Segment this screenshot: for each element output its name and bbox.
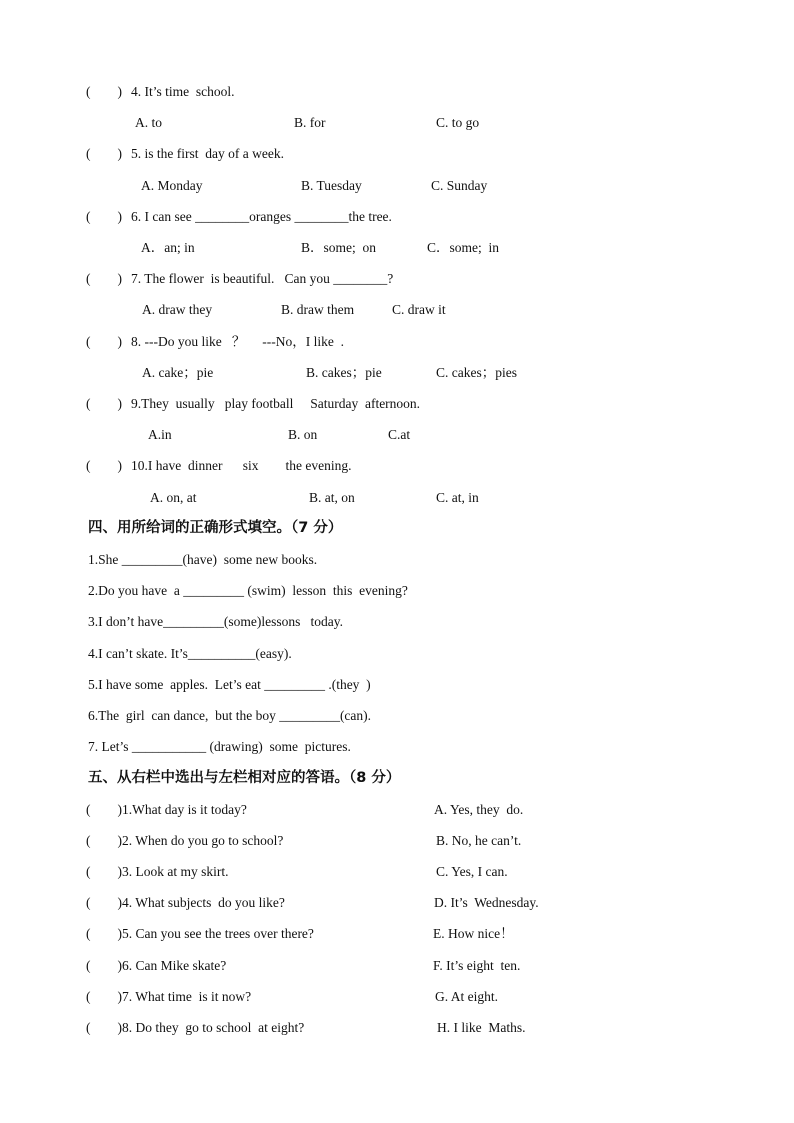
option-c: C.at: [388, 427, 411, 442]
match-row: [0, 800, 794, 820]
match-answer: A. Yes, they do.: [434, 802, 524, 817]
fill-item: 3.I don’t have_________(some)lessons today.: [88, 614, 343, 629]
question-text: 4. It’s time school.: [131, 84, 235, 99]
option-a: A. cake；pie: [142, 365, 214, 380]
option-b: B. cakes；pie: [306, 365, 382, 380]
option-b: B. at, on: [309, 490, 355, 505]
question-text: 10.I have dinner six the evening.: [131, 458, 352, 473]
match-question: 1.What day is it today?: [122, 802, 247, 817]
answer-parens[interactable]: ( ): [86, 1020, 122, 1035]
question-row: [0, 332, 794, 352]
match-row: [0, 987, 794, 1007]
question-row: [0, 82, 794, 102]
options-row: [0, 425, 794, 445]
match-question: 2. When do you go to school?: [122, 833, 284, 848]
match-question: 8. Do they go to school at eight?: [122, 1020, 305, 1035]
answer-parens[interactable]: ( ): [86, 271, 122, 286]
answer-parens[interactable]: ( ): [86, 926, 122, 941]
option-c: C. Sunday: [431, 178, 488, 193]
question-text: 5. is the first day of a week.: [131, 146, 284, 161]
answer-parens[interactable]: ( ): [86, 895, 122, 910]
answer-parens[interactable]: ( ): [86, 958, 122, 973]
question-row: [0, 207, 794, 227]
match-answer: D. It’s Wednesday.: [434, 895, 539, 910]
match-question: 4. What subjects do you like?: [122, 895, 285, 910]
question-text: 6. I can see ________oranges ________the tree.: [131, 209, 392, 224]
question-text: 9.They usually play football Saturday afternoon.: [131, 396, 421, 411]
match-row: [0, 862, 794, 882]
fill-item: 4.I can’t skate. It’s__________(easy).: [88, 646, 292, 661]
option-c: C. draw it: [392, 302, 446, 317]
options-row: [0, 300, 794, 320]
question-row: [0, 144, 794, 164]
match-row: [0, 924, 794, 944]
fill-item: 6.The girl can dance, but the boy _________(can).: [88, 708, 372, 723]
match-row: [0, 1018, 794, 1038]
section-heading: 五、从右栏中选出与左栏相对应的答语。（8 分）: [88, 770, 401, 786]
answer-parens[interactable]: ( ): [86, 209, 122, 224]
question-text: 8. ---Do you like ？ ---No，I like .: [131, 334, 344, 349]
question-text: 7. The flower is beautiful. Can you ________?: [131, 271, 394, 286]
match-answer: B. No, he can’t.: [436, 833, 522, 848]
options-row: [0, 363, 794, 383]
match-answer: E. How nice！: [433, 926, 514, 941]
option-a: A. Monday: [141, 178, 203, 193]
match-question: 5. Can you see the trees over there?: [122, 926, 314, 941]
option-b: B. draw them: [281, 302, 355, 317]
answer-parens[interactable]: ( ): [86, 146, 122, 161]
match-question: 6. Can Mike skate?: [122, 958, 227, 973]
options-row: [0, 176, 794, 196]
fill-item: 7. Let’s ___________ (drawing) some pictures.: [88, 739, 351, 754]
fill-item: 2.Do you have a _________ (swim) lesson this evening?: [88, 583, 408, 598]
option-a: A. to: [135, 115, 162, 130]
option-c: C．some; in: [427, 240, 500, 255]
match-question: 7. What time is it now?: [122, 989, 252, 1004]
question-row: [0, 394, 794, 414]
option-b: B. for: [294, 115, 326, 130]
option-a: A. on, at: [150, 490, 197, 505]
option-b: B. Tuesday: [301, 178, 362, 193]
fill-item: 5.I have some apples. Let’s eat _________ .(they ): [88, 677, 371, 692]
option-b: B．some; on: [301, 240, 377, 255]
answer-parens[interactable]: ( ): [86, 989, 122, 1004]
answer-parens[interactable]: ( ): [86, 833, 122, 848]
answer-parens[interactable]: ( ): [86, 396, 122, 411]
question-row: [0, 269, 794, 289]
option-c: C. at, in: [436, 490, 479, 505]
match-row: [0, 893, 794, 913]
options-row: [0, 238, 794, 258]
option-c: C. cakes；pies: [436, 365, 517, 380]
match-answer: G. At eight.: [435, 989, 498, 1004]
options-row: [0, 488, 794, 508]
answer-parens[interactable]: ( ): [86, 802, 122, 817]
answer-parens[interactable]: ( ): [86, 334, 122, 349]
question-row: [0, 456, 794, 476]
option-a: A. draw they: [142, 302, 213, 317]
section-heading: 四、用所给词的正确形式填空。（7 分）: [88, 520, 343, 536]
answer-parens[interactable]: ( ): [86, 84, 122, 99]
match-answer: F. It’s eight ten.: [433, 958, 521, 973]
match-row: [0, 956, 794, 976]
options-row: [0, 113, 794, 133]
match-question: 3. Look at my skirt.: [122, 864, 229, 879]
fill-item: 1.She _________(have) some new books.: [88, 552, 318, 567]
answer-parens[interactable]: ( ): [86, 864, 122, 879]
answer-parens[interactable]: ( ): [86, 458, 122, 473]
option-b: B. on: [288, 427, 318, 442]
option-a: A.in: [148, 427, 172, 442]
option-a: A．an; in: [141, 240, 195, 255]
match-answer: H. I like Maths.: [437, 1020, 526, 1035]
option-c: C. to go: [436, 115, 480, 130]
match-row: [0, 831, 794, 851]
match-answer: C. Yes, I can.: [436, 864, 508, 879]
